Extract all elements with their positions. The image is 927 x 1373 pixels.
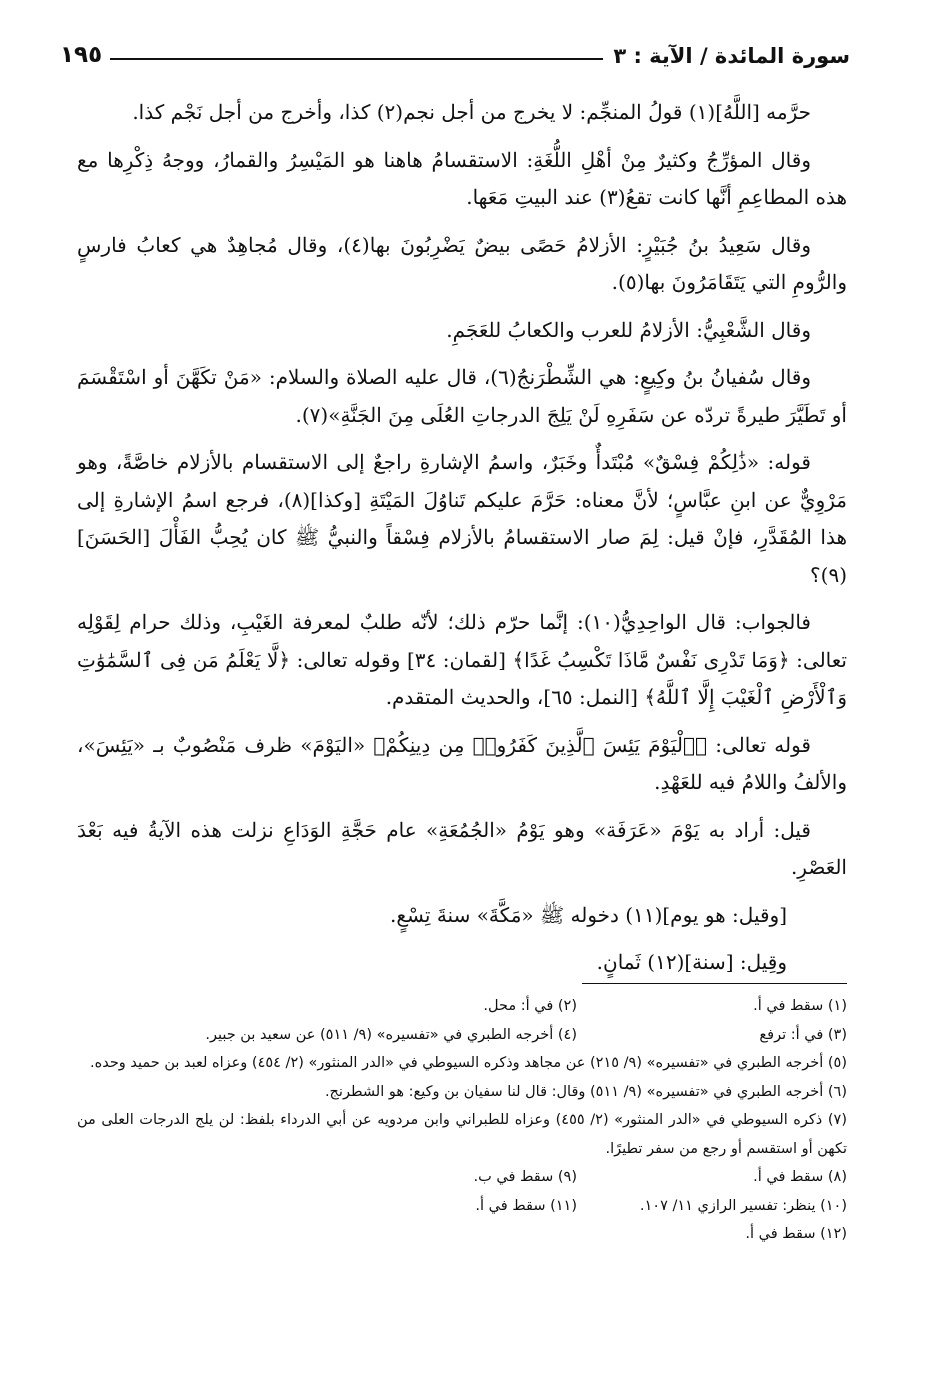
- footnotes: [77, 992, 847, 1249]
- paragraph-10: [وقيل: هو يوم](١١) دخوله ﷺ «مَكَّةَ» سنةَ تِسْعٍ.: [390, 902, 787, 927]
- paragraph-6: قوله: «ذَٰلِكُمْ فِسْقٌ» مُبْتَدأٌ وخَبَرٌ، واسمُ الإشارةِ راجعٌ إلى الاستقسام بالأزلام خاصَّةً، وهو مَرْوِيٌّ عن ابنِ عبَّاسٍ؛ لأنَّ معناه: حَرَّمَ عليكم تَناوُلَ المَيْتَةِ [وكذا](٨)، فرجع اسمُ الإشارةِ إلى هذا المُقَدَّرِ، فإنْ قيل: لِمَ صار الاستقسامُ بالأزلام فِسْقاً والنبيُّ ﷺ كان يُحِبُّ الفَأْلَ [الحَسَنَ](٩)؟: [77, 450, 847, 587]
- footnote-10: (١٠) ينظر: تفسير الرازي ١١/ ١٠٧.: [639, 1197, 847, 1214]
- footnote-11: (١١) سقط في أ.: [475, 1197, 577, 1214]
- footnote-row: [77, 1021, 847, 1050]
- main-text: [77, 94, 847, 982]
- footnote-row: [77, 992, 847, 1021]
- footnote-3: (٣) في أ: ترفع: [759, 1026, 847, 1043]
- paragraph-9: قيل: أراد به يَوْمَ «عَرَفَة» وهو يَوْمُ «الجُمُعَةِ» عام حَجَّةِ الوَدَاعِ نزلت هذه الآيةُ فيه بَعْدَ العَصْرِ.: [77, 817, 847, 879]
- paragraph-11: وقِيل: [سنة](١٢) ثَمانٍ.: [596, 950, 787, 974]
- paragraph-8: قوله تعالى: ﴿ٱلْيَوْمَ يَئِسَ ٱلَّذِينَ كَفَرُوا۟ مِن دِينِكُمْ﴾ «اليَوْمَ» ظرف مَنْصُوبٌ بـ «يَئِسَ»، والألفُ واللامُ فيه للعَهْدِ.: [77, 732, 847, 794]
- footnote-8: (٨) سقط في أ.: [753, 1169, 847, 1185]
- paragraph-4: وقال الشَّعْبِيُّ: الأزلامُ للعرب والكعابُ للعَجَمِ.: [446, 317, 811, 342]
- footnote-1: (١) سقط في أ.: [753, 998, 847, 1014]
- paragraph-7: فالجواب: قال الواحِدِيُّ(١٠): إنَّما حرّم ذلك؛ لأنّه طلبٌ لمعرفة الغَيْبِ، وذلك حرام لِقَوْلِه تعالى: ﴿وَمَا تَدْرِى نَفْسٌ مَّاذَا تَكْسِبُ غَدًا﴾ [لقمان: ٣٤] وقوله تعالى: ﴿لَّا يَعْلَمُ مَن فِى ٱلسَّمَٰوَٰتِ وَٱلْأَرْضِ ٱلْغَيْبَ إِلَّا ٱللَّهُ﴾ [النمل: ٦٥]، والحديث المتقدم.: [77, 610, 847, 709]
- footnote-7: (٧) ذكره السيوطي في «الدر المنثور» (٢/ ٤٥٥) وعزاه للطبراني وابن مردويه عن أبي الدرداء بلفظ: لن يلج الدرجات العلى من تكهن أو استقسم أو رجع من سفر تطيرًا.: [77, 1112, 847, 1157]
- footnote-2: (٢) في أ: محل.: [483, 998, 577, 1014]
- footnote-row: [77, 1192, 847, 1221]
- footnote-separator: [582, 983, 847, 984]
- paragraph-5: وقال سُفيانُ بنُ وكِيعٍ: هي الشِّطْرَنجُ(٦)، قال عليه الصلاة والسلام: «مَنْ تكَهَّنَ أو اسْتَقْسَمَ أو تَطَيَّرَ طيرةً تردّه عن سَفَرِهِ لَنْ يَلِجَ الدرجاتِ العُلَى مِنَ الجَنَّةِ»(٧).: [77, 365, 847, 427]
- surah-verse-title: سورة المائدة / الآية : ٣: [613, 44, 850, 68]
- paragraph-3: وقال سَعِيدُ بنُ جُبَيْرٍ: الأزلامُ حَصًى بيضٌ يَضْرِبُونَ بها(٤)، وقال مُجاهِدٌ هي كعابُ فارسٍ والرُّومِ التي يَتَقَامَرُونَ بها(٥).: [77, 232, 847, 294]
- page-number: ١٩٥: [60, 42, 103, 68]
- footnote-9: (٩) سقط في ب.: [473, 1169, 577, 1185]
- footnote-12: (١٢) سقط في أ.: [745, 1226, 847, 1242]
- header-rule: [110, 58, 603, 60]
- paragraph-2: وقال المؤرِّجُ وكثيرٌ مِنْ أهْلِ اللُّغَةِ: الاستقسامُ هاهنا هو المَيْسِرُ والقمارُ، ووجهُ ذِكْرِها مع هذه المطاعِمِ أنَّها كانت تقعُ(٣) عند البيتِ مَعَها.: [77, 147, 847, 209]
- footnote-6: (٦) أخرجه الطبري في «تفسيره» (٩/ ٥١١) وقال: قال لنا سفيان بن وكيع: هو الشطرنج.: [324, 1083, 847, 1100]
- footnote-4: (٤) أخرجه الطبري في «تفسيره» (٩/ ٥١١) عن سعيد بن جبير.: [205, 1026, 577, 1043]
- running-header: [60, 28, 850, 68]
- footnote-5: (٥) أخرجه الطبري في «تفسيره» (٩/ ٢١٥) عن مجاهد وذكره السيوطي في «الدر المنثور» (٢/ ٤٥٤) وعزاه لعبد بن حميد وحده.: [90, 1055, 847, 1071]
- paragraph-1: حرَّمه [اللَّهُ](١) قولُ المنجِّم: لا يخرج من أجل نجم(٢) كذا، وأخرج من أجل نَجْم كذا.: [132, 100, 811, 124]
- footnote-row: [77, 1163, 847, 1192]
